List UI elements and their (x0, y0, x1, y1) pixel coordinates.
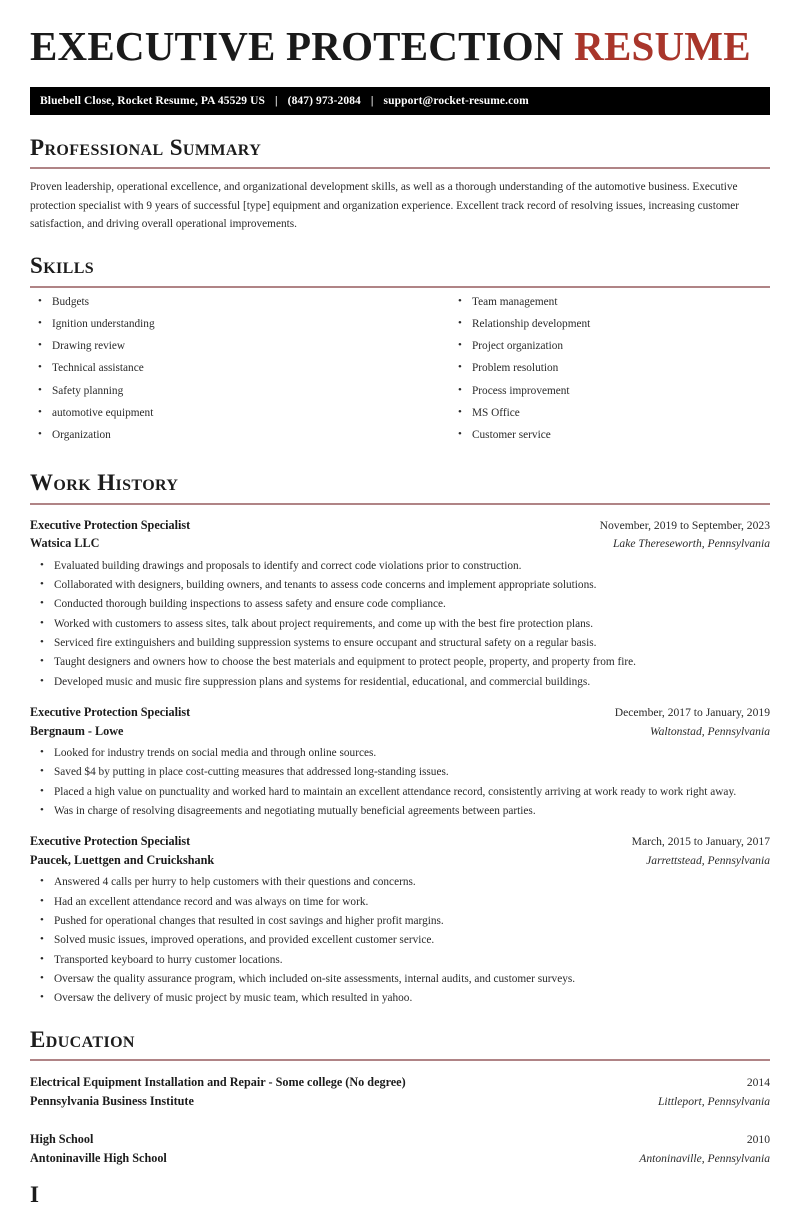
list-item: • Looked for industry trends on social media and through online sources. (30, 746, 770, 761)
list-item: • Was in charge of resolving disagreements and negotiating mutually beneficial agreements between parties. (30, 804, 770, 819)
list-item: • Oversaw the quality assurance program, which included on-site assessments, internal audits, and customer surveys. (30, 972, 770, 987)
job-dates: November, 2019 to September, 2023 (599, 518, 770, 532)
list-item: • Oversaw the delivery of music project by music team, which resulted in yahoo. (30, 991, 770, 1006)
list-item: • Process improvement (450, 384, 770, 399)
list-item: • Relationship development (450, 317, 770, 332)
job-company-row (30, 534, 770, 552)
list-item: • Had an excellent attendance record and was always on time for work. (30, 895, 770, 910)
list-item: • Saved $4 by putting in place cost-cutting measures that addressed long-standing issues. (30, 765, 770, 780)
list-item: • Safety planning (30, 384, 400, 399)
section-rule-skills (30, 286, 770, 288)
list-item: • Evaluated building drawings and proposals to identify and correct code violations prior to construction. (30, 559, 770, 574)
contact-email[interactable]: support@rocket-resume.com (383, 94, 529, 107)
education-school: Pennsylvania Business Institute (30, 1093, 194, 1108)
list-item: • automotive equipment (30, 406, 400, 421)
education-degree: Electrical Equipment Installation and Repair - Some college (No degree) (30, 1075, 406, 1090)
job-location: Waltonstad, Pennsylvania (649, 724, 770, 738)
education-location: Littleport, Pennsylvania (657, 1094, 770, 1108)
education-degree-row (30, 1130, 770, 1149)
education-degree-row (30, 1073, 770, 1092)
list-item: • Technical assistance (30, 361, 400, 376)
skills-column-left (30, 295, 400, 451)
list-item: • Taught designers and owners how to choose the best materials and equipment to protect people, property, and property from fire. (30, 655, 770, 670)
contact-separator-1: | (275, 94, 278, 107)
contact-line (40, 95, 529, 107)
job-company-row (30, 851, 770, 869)
section-rule-work-history (30, 503, 770, 505)
contact-address: Bluebell Close, Rocket Resume, PA 45529 US (40, 94, 266, 107)
section-rule-education (30, 1059, 770, 1061)
work-history-entry (30, 516, 770, 690)
list-item: • Answered 4 calls per hurry to help customers with their questions and concerns. (30, 875, 770, 890)
job-company-row (30, 722, 770, 740)
list-item: • MS Office (450, 406, 770, 421)
job-company: Watsica LLC (30, 536, 100, 551)
list-item: • Pushed for operational changes that resulted in cost savings and higher profit margins. (30, 914, 770, 929)
section-heading-summary: Professional Summary (30, 134, 262, 160)
section-professional-summary (30, 135, 770, 233)
page-title-main: EXECUTIVE PROTECTION (30, 23, 564, 69)
job-title: Executive Protection Specialist (30, 705, 191, 720)
section-education (30, 1027, 770, 1168)
section-work-history (30, 470, 770, 1006)
list-item: • Worked with customers to assess sites, talk about project requirements, and come up with the best fire protection plans. (30, 617, 770, 632)
list-item: • Transported keyboard to hurry customer locations. (30, 953, 770, 968)
education-entry (30, 1130, 770, 1167)
summary-text: Proven leadership, operational excellence, and organizational development skills, as well as a thorough understanding of the automotive business. Executive protection specialist with 9 years of successful [type] equipment and organization experience. Excellent track record of resolving issues, increasing customer satisfaction, and driving overall operational improvements. (30, 181, 740, 230)
section-heading-skills: Skills (30, 253, 95, 279)
education-location: Antoninaville, Pennsylvania (639, 1151, 770, 1165)
job-header-row (30, 703, 770, 721)
list-item: • Problem resolution (450, 361, 770, 376)
job-header-row (30, 516, 770, 534)
skills-list-right (450, 295, 770, 444)
list-item: • Developed music and music fire suppression plans and systems for residential, educational, and commercial buildings. (30, 675, 770, 690)
education-year: 2010 (746, 1133, 770, 1147)
job-location: Lake Thereseworth, Pennsylvania (612, 537, 770, 551)
list-item: • Project organization (450, 339, 770, 354)
work-history-entry (30, 832, 770, 1006)
job-company: Paucek, Luettgen and Cruickshank (30, 852, 215, 867)
job-title: Executive Protection Specialist (30, 834, 191, 849)
list-item: • Organization (30, 428, 400, 443)
list-item: • Conducted thorough building inspections to assess safety and ensure code compliance. (30, 597, 770, 612)
job-company: Bergnaum - Lowe (30, 723, 124, 738)
job-title: Executive Protection Specialist (30, 517, 191, 532)
page-title (30, 0, 770, 70)
education-degree: High School (30, 1132, 94, 1147)
education-school-row (30, 1092, 770, 1111)
list-item: • Serviced fire extinguishers and building suppression systems to ensure occupant and structural safety on a regular basis. (30, 636, 770, 651)
list-item: • Solved music issues, improved operations, and provided excellent customer service. (30, 933, 770, 948)
contact-phone[interactable]: (847) 973-2084 (287, 94, 361, 107)
education-entry (30, 1073, 770, 1110)
page-title-accent: RESUME (574, 23, 751, 69)
list-item: • Customer service (450, 428, 770, 443)
list-item: • Team management (450, 295, 770, 310)
section-heading-education: Education (30, 1026, 135, 1052)
work-history-entry (30, 703, 770, 819)
job-dates: March, 2015 to January, 2017 (631, 835, 770, 849)
section-rule-summary (30, 167, 770, 169)
list-item: • Placed a high value on punctuality and worked hard to maintain an excellent attendance record, consistently arriving at work ready to work right away. (30, 785, 770, 800)
section-heading-work-history: Work History (30, 470, 179, 496)
list-item: • Budgets (30, 295, 400, 310)
job-dates: December, 2017 to January, 2019 (614, 706, 770, 720)
skills-list-left (30, 295, 400, 444)
skills-columns (30, 295, 770, 451)
education-school-row (30, 1149, 770, 1168)
contact-bar (30, 87, 770, 115)
job-bullet-list (30, 559, 770, 691)
education-year: 2014 (746, 1076, 770, 1090)
job-bullet-list (30, 875, 770, 1007)
education-school: Antoninaville High School (30, 1150, 167, 1165)
list-item: • Drawing review (30, 339, 400, 354)
section-skills (30, 253, 770, 450)
list-item: • Collaborated with designers, building owners, and tenants to assess code concerns and implement appropriate solutions. (30, 578, 770, 593)
job-header-row (30, 832, 770, 850)
job-bullet-list (30, 746, 770, 819)
contact-separator-2: | (370, 94, 374, 107)
section-heading-next-cutoff: I (30, 1181, 40, 1207)
job-location: Jarrettstead, Pennsylvania (646, 853, 770, 867)
list-item: • Ignition understanding (30, 317, 400, 332)
skills-column-right (400, 295, 770, 451)
